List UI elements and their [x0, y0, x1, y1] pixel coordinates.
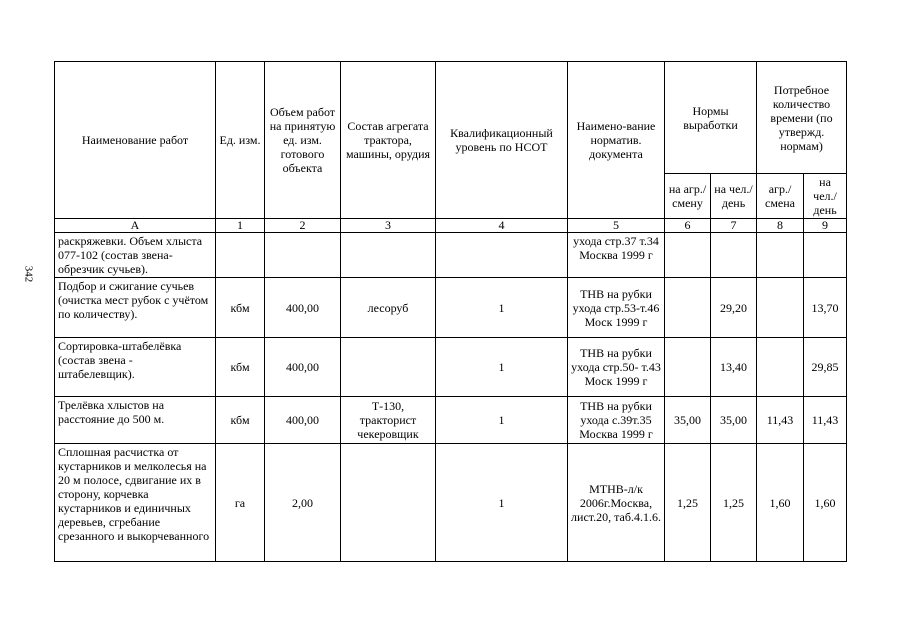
cell-time-unit: 1,60 — [757, 444, 804, 562]
column-index: 4 — [436, 219, 568, 233]
header-norm-per-unit: на агр./ смену — [665, 174, 711, 219]
cell-composition — [341, 444, 436, 562]
cell-time-unit: 11,43 — [757, 397, 804, 444]
header-qualification: Квалификационный уровень по НСОТ — [436, 62, 568, 219]
column-index: 9 — [804, 219, 847, 233]
cell-name: Сортировка-штабелёвка (состав звена - штабелевщик). — [55, 338, 216, 397]
cell-qualification: 1 — [436, 278, 568, 338]
cell-name: Подбор и сжигание сучьев (очистка мест рубок с учётом по количеству). — [55, 278, 216, 338]
cell-qualification — [436, 233, 568, 278]
table-row — [55, 397, 847, 444]
cell-time-person: 29,85 — [804, 338, 847, 397]
header-document: Наимено-вание норматив. документа — [568, 62, 665, 219]
cell-name: раскряжевки. Объем хлыста 077-102 (состав звена-обрезчик сучьев). — [55, 233, 216, 278]
cell-unit: кбм — [216, 278, 265, 338]
column-index: 2 — [265, 219, 341, 233]
cell-name: Сплошная расчистка от кустарников и мелколесья на 20 м полосе, сдвигание их в сторону, корчевка кустарников и единичных деревьев, сгребание срезанного и выкорчеванного — [55, 444, 216, 562]
cell-norm-unit — [665, 233, 711, 278]
cell-time-person — [804, 233, 847, 278]
cell-document: МТНВ-л/к 2006г.Москва, лист.20, таб.4.1.6. — [568, 444, 665, 562]
cell-volume: 400,00 — [265, 397, 341, 444]
cell-time-unit — [757, 233, 804, 278]
page-number: 342 — [22, 265, 35, 283]
header-time-required: Потребное количество времени (по утвержд. нормам) — [757, 62, 847, 174]
column-index: 5 — [568, 219, 665, 233]
cell-document: ухода стр.37 т.34 Москва 1999 г — [568, 233, 665, 278]
cell-time-person: 13,70 — [804, 278, 847, 338]
cell-time-person: 1,60 — [804, 444, 847, 562]
header-name: Наименование работ — [55, 62, 216, 219]
cell-unit: кбм — [216, 397, 265, 444]
cell-norm-unit — [665, 338, 711, 397]
header-unit: Ед. изм. — [216, 62, 265, 219]
header-time-per-person: на чел./ день — [804, 174, 847, 219]
column-index: 8 — [757, 219, 804, 233]
cell-norm-person: 13,40 — [711, 338, 757, 397]
cell-composition: лесоруб — [341, 278, 436, 338]
header-time-per-unit: агр./ смена — [757, 174, 804, 219]
column-index: 3 — [341, 219, 436, 233]
table-row — [55, 338, 847, 397]
cell-volume: 400,00 — [265, 338, 341, 397]
cell-document: ТНВ на рубки ухода стр.50- т.43 Моск 1999 г — [568, 338, 665, 397]
table-row — [55, 233, 847, 278]
cell-norm-person: 1,25 — [711, 444, 757, 562]
header-unit-composition: Состав агрегата трактора, машины, орудия — [341, 62, 436, 219]
cell-qualification: 1 — [436, 338, 568, 397]
header-norms: Нормы выработки — [665, 62, 757, 174]
cell-time-person: 11,43 — [804, 397, 847, 444]
cell-composition: Т-130, тракторист чекеровщик — [341, 397, 436, 444]
cell-time-unit — [757, 278, 804, 338]
cell-unit: кбм — [216, 338, 265, 397]
cell-norm-person — [711, 233, 757, 278]
cell-unit — [216, 233, 265, 278]
header-norm-per-person: на чел./ день — [711, 174, 757, 219]
cell-volume: 400,00 — [265, 278, 341, 338]
column-index: 6 — [665, 219, 711, 233]
column-index: А — [55, 219, 216, 233]
cell-norm-unit: 35,00 — [665, 397, 711, 444]
header-volume: Объем работ на принятую ед. изм. готового объекта — [265, 62, 341, 219]
cell-qualification: 1 — [436, 397, 568, 444]
cell-volume: 2,00 — [265, 444, 341, 562]
cell-norm-person: 35,00 — [711, 397, 757, 444]
column-index-row — [55, 219, 847, 233]
norms-table — [54, 61, 847, 562]
cell-norm-unit — [665, 278, 711, 338]
cell-norm-person: 29,20 — [711, 278, 757, 338]
cell-unit: га — [216, 444, 265, 562]
column-index: 1 — [216, 219, 265, 233]
table-row — [55, 444, 847, 562]
table-row — [55, 278, 847, 338]
cell-volume — [265, 233, 341, 278]
cell-norm-unit: 1,25 — [665, 444, 711, 562]
cell-composition — [341, 338, 436, 397]
cell-composition — [341, 233, 436, 278]
column-index: 7 — [711, 219, 757, 233]
cell-document: ТНВ на рубки ухода стр.53-т.46 Моск 1999 г — [568, 278, 665, 338]
cell-document: ТНВ на рубки ухода с.39т.35 Москва 1999 г — [568, 397, 665, 444]
cell-name: Трелёвка хлыстов на расстояние до 500 м. — [55, 397, 216, 444]
cell-time-unit — [757, 338, 804, 397]
cell-qualification: 1 — [436, 444, 568, 562]
